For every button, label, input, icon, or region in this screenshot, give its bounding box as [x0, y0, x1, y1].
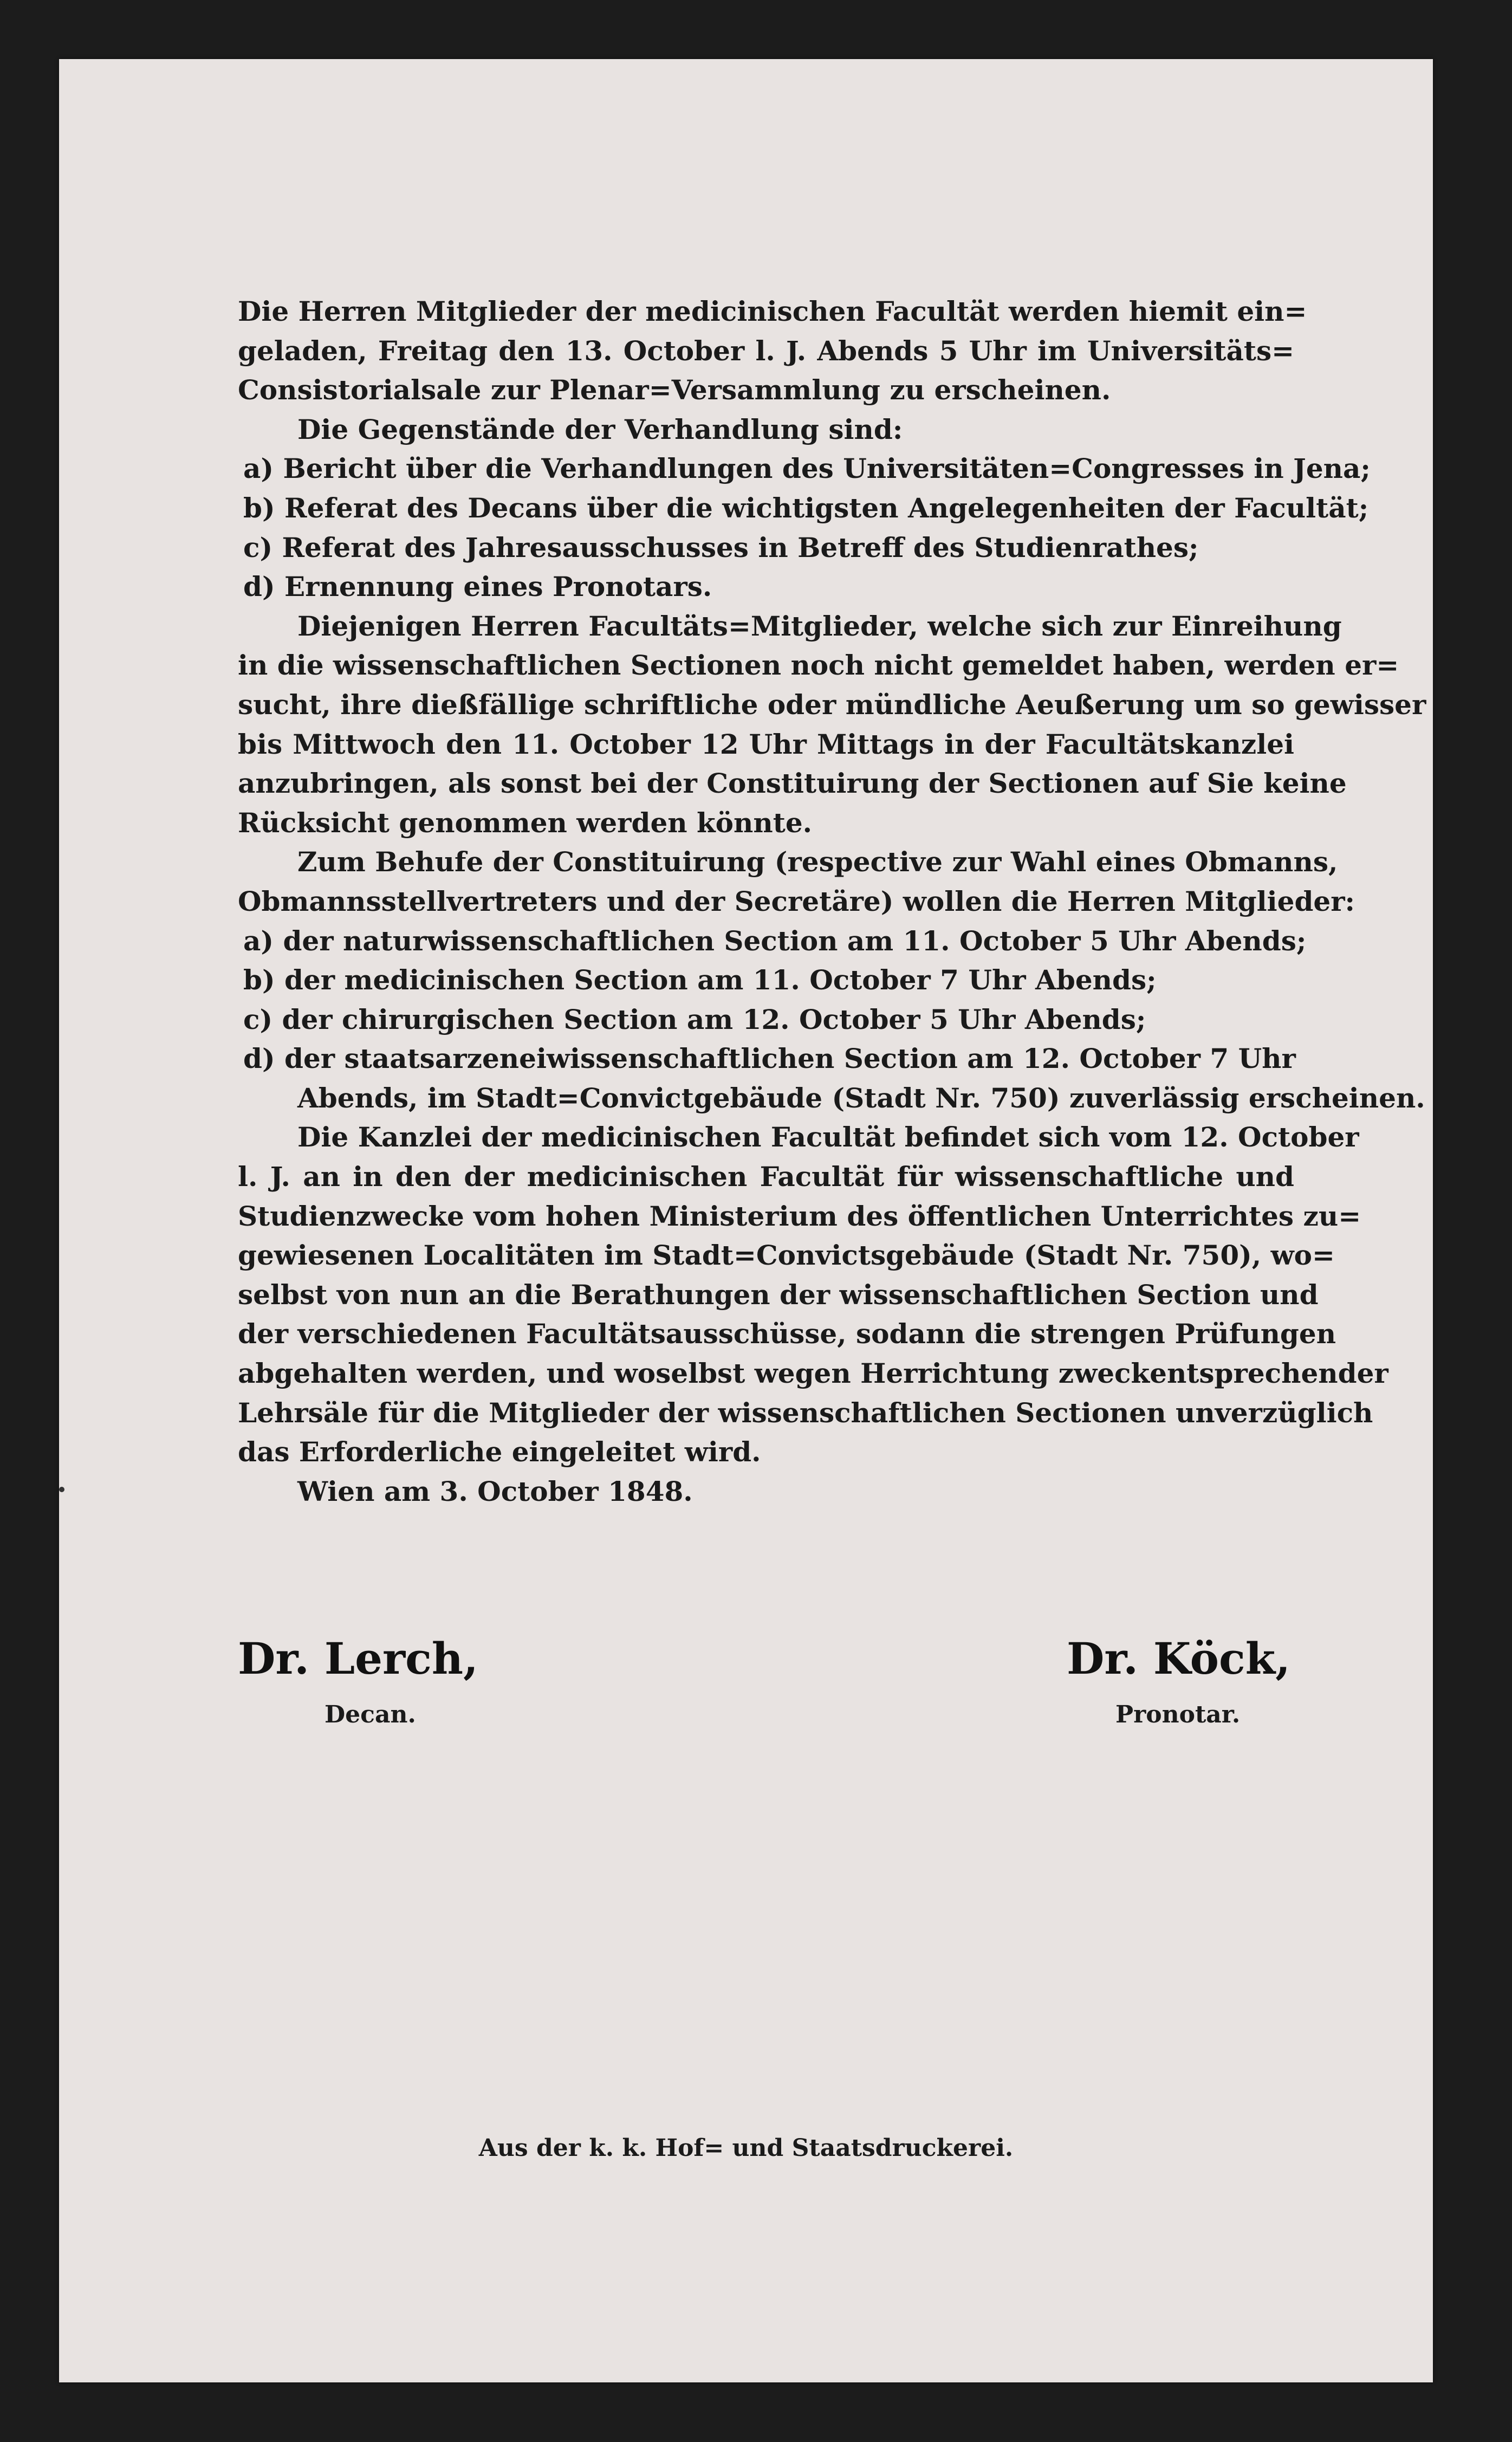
signature-right-name: Dr. Köck,: [1067, 1633, 1291, 1684]
paragraph4-line: der verschiedenen Facultätsausschüsse, sodann die strengen Prüfungen: [238, 1318, 1336, 1350]
printer-imprint: Aus der k. k. Hof= und Staatsdruckerei.: [478, 2134, 1014, 2162]
agenda-item: a) Bericht über die Verhandlungen des Universitäten=Congresses in Jena;: [243, 452, 1371, 485]
document-sheet: [59, 59, 1433, 2382]
paragraph4-line: Die Kanzlei der medicinischen Facultät befindet sich vom 12. October: [297, 1121, 1359, 1154]
paragraph4-line: gewiesenen Localitäten im Stadt=Convictsgebäude (Stadt Nr. 750), wo=: [238, 1239, 1335, 1272]
paragraph3-line: Zum Behufe der Constituirung (respective zur Wahl eines Obmanns,: [297, 846, 1338, 878]
signature-left-name: Dr. Lerch,: [238, 1633, 478, 1684]
paragraph1-line: Die Herren Mitglieder der medicinischen Facultät werden hiemit ein=: [238, 295, 1307, 327]
paragraph2-line: anzubringen, als sonst bei der Constituirung der Sectionen auf Sie keine: [238, 767, 1347, 800]
paper-speck: [59, 1487, 64, 1492]
signature-left-title: Decan.: [325, 1701, 416, 1728]
agenda-item: d) Ernennung eines Pronotars.: [243, 571, 712, 603]
paragraph4-line: Studienzwecke vom hohen Ministerium des öffentlichen Unterrichtes zu=: [238, 1200, 1361, 1232]
signature-right-title: Pronotar.: [1115, 1701, 1241, 1728]
paragraph2-line: Diejenigen Herren Facultäts=Mitglieder, welche sich zur Einreihung: [297, 610, 1342, 642]
paragraph4-line: l. J. an in den der medicinischen Facultät für wissenschaftliche und: [238, 1161, 1294, 1193]
section-item-continuation: Abends, im Stadt=Convictgebäude (Stadt Nr. 750) zuverlässig erscheinen.: [297, 1081, 1425, 1114]
section-item: c) der chirurgischen Section am 12. October 5 Uhr Abends;: [243, 1003, 1146, 1035]
agenda-intro: Die Gegenstände der Verhandlung sind:: [297, 413, 903, 445]
section-item: a) der naturwissenschaftlichen Section am 11. October 5 Uhr Abends;: [243, 924, 1307, 957]
paragraph4-line: abgehalten werden, und woselbst wegen Herrichtung zweckentsprechender: [238, 1357, 1388, 1390]
paragraph2-line: sucht, ihre dießfällige schriftliche oder mündliche Aeußerung um so gewisser: [238, 688, 1426, 721]
paragraph4-line: Lehrsäle für die Mitglieder der wissenschaftlichen Sectionen unverzüglich: [238, 1396, 1373, 1429]
paragraph4-line: selbst von nun an die Berathungen der wissenschaftlichen Section und: [238, 1278, 1319, 1311]
announcement-body: [238, 292, 1426, 1511]
agenda-item: c) Referat des Jahresausschusses in Betreff des Studienrathes;: [243, 531, 1199, 563]
paragraph2-line: in die wissenschaftlichen Sectionen noch nicht gemeldet haben, werden er=: [238, 649, 1399, 682]
paragraph4-line: das Erforderliche eingeleitet wird.: [238, 1436, 761, 1468]
section-item: b) der medicinischen Section am 11. October 7 Uhr Abends;: [243, 964, 1157, 996]
paragraph1-line: Consistorialsale zur Plenar=Versammlung zu erscheinen.: [238, 374, 1111, 406]
paragraph2-line: Rücksicht genommen werden könnte.: [238, 806, 813, 839]
date-line: Wien am 3. October 1848.: [297, 1475, 693, 1507]
paragraph1-line: geladen, Freitag den 13. October l. J. Abends 5 Uhr im Universitäts=: [238, 334, 1294, 367]
paragraph2-line: bis Mittwoch den 11. October 12 Uhr Mittags in der Facultätskanzlei: [238, 728, 1294, 760]
section-item: d) der staatsarzeneiwissenschaftlichen Section am 12. October 7 Uhr: [243, 1042, 1296, 1075]
agenda-item: b) Referat des Decans über die wichtigsten Angelegenheiten der Facultät;: [243, 491, 1369, 524]
paragraph3-line: Obmannsstellvertreters und der Secretäre) wollen die Herren Mitglieder:: [238, 885, 1355, 917]
